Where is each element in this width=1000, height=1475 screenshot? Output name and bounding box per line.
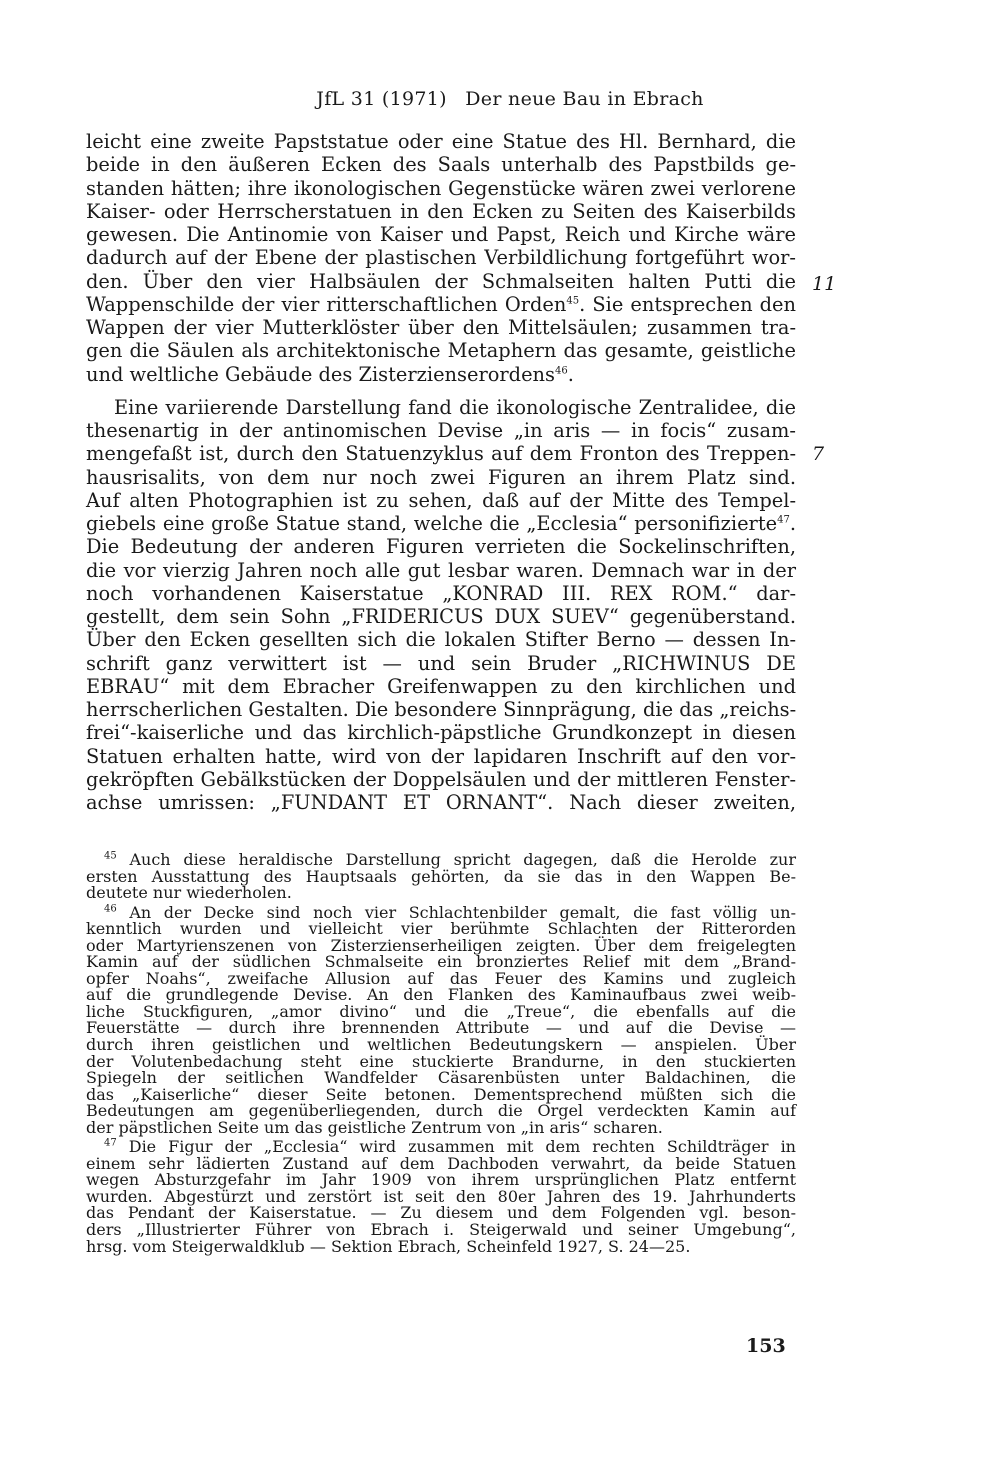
footnote-line: opfer Noahs“, zweifache Allusion auf das Feuer des Kamins und zugleich [86, 968, 796, 988]
footnote-line: auf die grundlegende Devise. An den Flanken des Kaminaufbaus zwei weib- [86, 985, 796, 1005]
footnote-line: liche Stuckfiguren, „amor divino“ und die „Treue“, die ebenfalls auf die [86, 1001, 796, 1021]
text-line [86, 363, 796, 386]
footnote-line: wegen Absturzgefahr im Jahr 1909 von ihrem ursprünglichen Platz entfernt [86, 1170, 796, 1190]
text-line: achse umrissen: „FUNDANT ET ORNANT“. Nach dieser zweiten, [86, 791, 796, 814]
footnote-number: 45 [104, 850, 117, 862]
text-segment: und weltliche Gebäude des Zisterzienserordens [86, 362, 556, 386]
text-line: dadurch auf der Ebene der plastischen Verbildlichung fortgeführt wor- [86, 246, 796, 270]
footnote-line: das Pendant der Kaiserstatue. — Zu diesem und dem Folgenden vgl. beson- [86, 1203, 796, 1223]
footnote-line: das „Kaiserliche“ dieser Seite betonen. Dementsprechend müßten sich die [86, 1084, 796, 1104]
footnote-line: deutete nur wiederholen. [86, 883, 292, 903]
footnote [86, 1139, 796, 1255]
paragraph [86, 130, 796, 386]
footnote-number: 47 [104, 1137, 117, 1149]
footnote-line: Kamin auf der südlichen Schmalseite ein bronziertes Relief mit dem „Brand- [86, 952, 796, 972]
running-head [0, 88, 1000, 110]
text-line: noch vorhandenen Kaiserstatue „KONRAD III. REX ROM.“ dar- [86, 581, 796, 605]
footnote-number: 46 [104, 903, 117, 915]
text-line: die vor vierzig Jahren noch alle gut lesbar waren. Demnach war in der [86, 558, 796, 582]
footnote-line: wurden. Abgestürzt und zerstört ist seit den 80er Jahren des 19. Jahrhunderts [86, 1186, 796, 1206]
footnote-line: Bedeutungen am gegenüberliegenden, durch die Orgel verdeckten Kamin auf [86, 1101, 796, 1121]
margin-figure-reference: 7 [812, 443, 825, 465]
text-line: gen die Säulen als architektonische Metaphern das gesamte, geistliche [86, 339, 796, 363]
margin-figure-reference: 11 [812, 273, 837, 295]
text-line: Statuen erhalten hatte, wird von der lapidaren Inschrift auf den vor- [86, 744, 796, 768]
text-line: Kaiser- oder Herrscherstatuen in den Ecken zu Seiten des Kaiserbilds [86, 199, 796, 223]
footnote-line: durch ihren geistlichen und weltlichen Bedeutungskern — anspielen. Über [86, 1035, 796, 1055]
text-line: Wappen der vier Mutterklöster über den Mittelsäulen; zusammen tra- [86, 316, 796, 339]
footnote-marker: 47 [777, 514, 790, 526]
text-line: frei“-kaiserliche und das kirchlich-päpstliche Grundkonzept in diesen [86, 721, 796, 745]
text-line: beide in den äußeren Ecken des Saals unterhalb des Papstbilds ge- [86, 153, 796, 177]
footnotes [86, 852, 796, 1255]
footnote-line: ersten Ausstattung des Hauptsaals gehörten, da sie das in den Wappen Be- [86, 866, 796, 886]
main-text [86, 130, 796, 814]
text-segment: . Sie entsprechen den [579, 292, 796, 316]
text-segment: . [789, 512, 796, 535]
text-line: EBRAU“ mit dem Ebracher Greifenwappen zu den kirchlichen und [86, 674, 796, 698]
text-segment: An der Decke sind noch vier Schlachtenbilder gemalt, die fast völlig un- [129, 902, 797, 922]
text-segment: Auch diese heraldische Darstellung spricht dagegen, daß die Herolde zur [129, 850, 796, 869]
text-line: hausrisalits, von dem nur noch zwei Figuren an ihrem Platz sind. [86, 465, 796, 489]
footnote-line: hrsg. vom Steigerwaldklub — Sektion Ebrach, Scheinfeld 1927, S. 24—25. [86, 1236, 691, 1256]
text-segment: . [567, 362, 574, 386]
footnote-line: oder Martyrienszenen von Zisterzienserheiligen zeigten. Über dem freigelegten [86, 935, 796, 955]
footnote-line: ders „Illustrierter Führer von Ebrach i. Steigerwald und seiner Umgebung“, [86, 1220, 796, 1240]
footnote-line: einem sehr lädierten Zustand auf dem Dachboden verwahrt, da beide Statuen [86, 1153, 796, 1173]
footnote-marker: 45 [566, 295, 580, 307]
article-title: Der neue Bau in Ebrach [465, 88, 704, 110]
text-line: Die Bedeutung der anderen Figuren verrieten die Sockelinschriften, [86, 535, 796, 559]
footnote-line: der päpstlichen Seite um das geistliche Zentrum von „in aris“ scharen. [86, 1117, 663, 1137]
text-line: den. Über den vier Halbsäulen der Schmalseiten halten Putti die [86, 269, 796, 293]
text-segment: Die Figur der „Ecclesia“ wird zusammen mit dem rechten Schildträger in [128, 1137, 796, 1157]
text-line: gekröpften Gebälkstücken der Doppelsäulen und der mittleren Fenster- [86, 767, 796, 791]
text-line: standen hätten; ihre ikonologischen Gegenstücke wären zwei verlorene [86, 176, 796, 200]
footnote-line: Spiegeln der seitlichen Wandfelder Cäsarenbüsten unter Baldachinen, die [86, 1068, 796, 1088]
text-line: herrscherlichen Gestalten. Die besondere Sinnprägung, die das „reichs- [86, 698, 797, 721]
text-line [86, 293, 796, 316]
text-line: leicht eine zweite Papststatue oder eine Statue des Hl. Bernhard, die [86, 130, 796, 153]
footnote [86, 852, 796, 902]
footnote [86, 902, 797, 1137]
text-line: Auf alten Photographien ist zu sehen, daß auf der Mitte des Tempel- [86, 488, 796, 512]
page-number: 153 [746, 1335, 786, 1357]
text-line [86, 512, 796, 535]
footnote-line: kenntlich wurden und vielleicht vier berühmte Schlachten der Ritterorden [86, 919, 796, 939]
footnote-marker: 46 [555, 365, 568, 377]
text-line: Eine variierende Darstellung fand die ikonologische Zentralidee, die [114, 395, 796, 419]
text-line: mengefaßt ist, durch den Statuenzyklus auf dem Fronton des Treppen- [86, 442, 796, 466]
footnote-line: der Volutenbedachung steht eine stuckierte Brandurne, in den stuckierten [86, 1051, 796, 1071]
text-line: gewesen. Die Antinomie von Kaiser und Papst, Reich und Kirche wäre [86, 223, 796, 246]
journal-reference: JfL 31 (1971) [316, 88, 447, 110]
text-segment: giebels eine große Statue stand, welche die „Ecclesia“ personifizierte [86, 512, 778, 535]
text-segment: Wappenschilde der vier ritterschaftlichen Orden [86, 292, 567, 316]
text-line: Über den Ecken gesellten sich die lokalen Stifter Berno — dessen In- [86, 628, 796, 652]
text-line: schrift ganz verwittert ist — und sein Bruder „RICHWINUS DE [86, 651, 796, 675]
text-line: gestellt, dem sein Sohn „FRIDERICUS DUX SUEV“ gegenüberstand. [86, 605, 796, 628]
text-line: thesenartig in der antinomischen Devise „in aris — in focis“ zusam- [86, 419, 796, 442]
footnote-line: Feuerstätte — durch ihre brennenden Attribute — und auf die Devise — [86, 1018, 796, 1038]
paragraph [86, 396, 796, 815]
